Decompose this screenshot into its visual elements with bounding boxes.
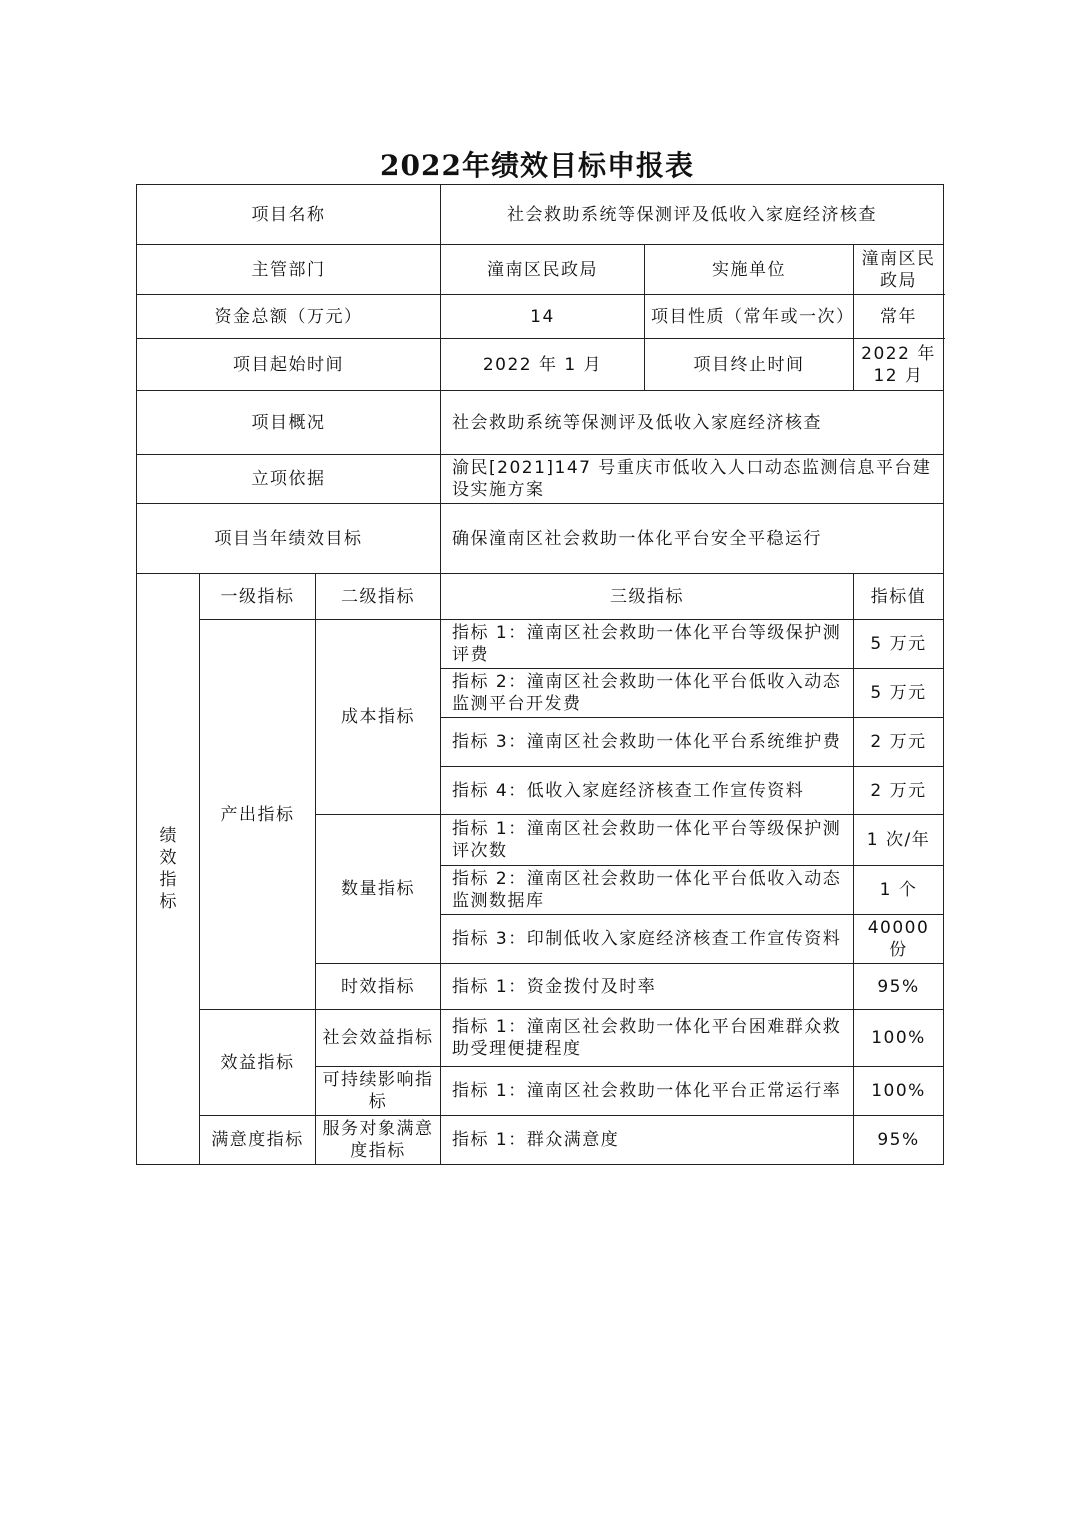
- start-time-value: 2022 年 1 月: [441, 339, 645, 391]
- social-benefit-value-1: 100%: [854, 1010, 944, 1067]
- service-satisfaction-label: 服务对象满意度指标: [316, 1116, 441, 1165]
- quantity-value-2: 1 个: [854, 866, 944, 915]
- quantity-item-1: 指标 1：潼南区社会救助一体化平台等级保护测评次数: [441, 815, 854, 866]
- end-time-label: 项目终止时间: [645, 339, 854, 391]
- cost-value-3: 2 万元: [854, 718, 944, 767]
- impl-unit-value: 潼南区民政局: [854, 245, 944, 295]
- nature-value: 常年: [854, 295, 944, 339]
- timeliness-item-1: 指标 1：资金拨付及时率: [441, 964, 854, 1010]
- start-time-label: 项目起始时间: [137, 339, 441, 391]
- row-department: [137, 245, 944, 295]
- cost-value-1: 5 万元: [854, 620, 944, 669]
- quantity-value-3: 40000 份: [854, 915, 944, 964]
- sustain-item-1: 指标 1：潼南区社会救助一体化平台正常运行率: [441, 1067, 854, 1116]
- cost-indicator-label: 成本指标: [316, 620, 441, 815]
- timeliness-indicator-label: 时效指标: [316, 964, 441, 1010]
- cost-item-4: 指标 4：低收入家庭经济核查工作宣传资料: [441, 767, 854, 815]
- benefit-indicator-label: 效益指标: [200, 1010, 316, 1116]
- output-indicator-label: 产出指标: [200, 620, 316, 1010]
- social-benefit-item-1: 指标 1：潼南区社会救助一体化平台困难群众救助受理便捷程度: [441, 1010, 854, 1067]
- row-indicator-headers: [137, 574, 944, 620]
- sustain-indicator-label: 可持续影响指标: [316, 1067, 441, 1116]
- satisfaction-item-1: 指标 1：群众满意度: [441, 1116, 854, 1165]
- performance-form-table: [136, 184, 944, 1165]
- satisfaction-value-1: 95%: [854, 1116, 944, 1165]
- project-name-value: 社会救助系统等保测评及低收入家庭经济核查: [441, 185, 944, 245]
- satisfaction-indicator-label: 满意度指标: [200, 1116, 316, 1165]
- sustain-value-1: 100%: [854, 1067, 944, 1116]
- quantity-value-1: 1 次/年: [854, 815, 944, 866]
- page-title: 2022年绩效目标申报表: [380, 149, 694, 182]
- funds-label: 资金总额（万元）: [137, 295, 441, 339]
- nature-label: 项目性质（常年或一次）: [645, 295, 854, 339]
- table-row: [137, 620, 944, 669]
- timeliness-value-1: 95%: [854, 964, 944, 1010]
- overview-label: 项目概况: [137, 391, 441, 455]
- header-level2: 二级指标: [316, 574, 441, 620]
- quantity-item-3: 指标 3：印制低收入家庭经济核查工作宣传资料: [441, 915, 854, 964]
- table-row: [137, 1010, 944, 1067]
- header-level1: 一级指标: [200, 574, 316, 620]
- funds-value: 14: [441, 295, 645, 339]
- end-time-value: 2022 年 12 月: [854, 339, 944, 391]
- table-row: [137, 1116, 944, 1165]
- cost-item-3: 指标 3：潼南区社会救助一体化平台系统维护费: [441, 718, 854, 767]
- row-basis: [137, 455, 944, 504]
- project-name-label: 项目名称: [137, 185, 441, 245]
- overview-value: 社会救助系统等保测评及低收入家庭经济核查: [441, 391, 944, 455]
- basis-value: 渝民[2021]147 号重庆市低收入人口动态监测信息平台建设实施方案: [441, 455, 944, 504]
- quantity-indicator-label: 数量指标: [316, 815, 441, 964]
- basis-label: 立项依据: [137, 455, 441, 504]
- goal-value: 确保潼南区社会救助一体化平台安全平稳运行: [441, 504, 944, 574]
- header-level3: 三级指标: [441, 574, 854, 620]
- cost-item-1: 指标 1：潼南区社会救助一体化平台等级保护测评费: [441, 620, 854, 669]
- goal-label: 项目当年绩效目标: [137, 504, 441, 574]
- cost-item-2: 指标 2：潼南区社会救助一体化平台低收入动态监测平台开发费: [441, 669, 854, 718]
- row-project-name: [137, 185, 944, 245]
- row-timeline: [137, 339, 944, 391]
- social-benefit-label: 社会效益指标: [316, 1010, 441, 1067]
- indicator-section-text: 绩效指标: [159, 826, 178, 912]
- row-overview: [137, 391, 944, 455]
- department-label: 主管部门: [137, 245, 441, 295]
- indicator-section-label: [137, 574, 200, 1165]
- cost-value-4: 2 万元: [854, 767, 944, 815]
- row-goal: [137, 504, 944, 574]
- department-value: 潼南区民政局: [441, 245, 645, 295]
- header-value: 指标值: [854, 574, 944, 620]
- row-funds: [137, 295, 944, 339]
- impl-unit-label: 实施单位: [645, 245, 854, 295]
- cost-value-2: 5 万元: [854, 669, 944, 718]
- quantity-item-2: 指标 2：潼南区社会救助一体化平台低收入动态监测数据库: [441, 866, 854, 915]
